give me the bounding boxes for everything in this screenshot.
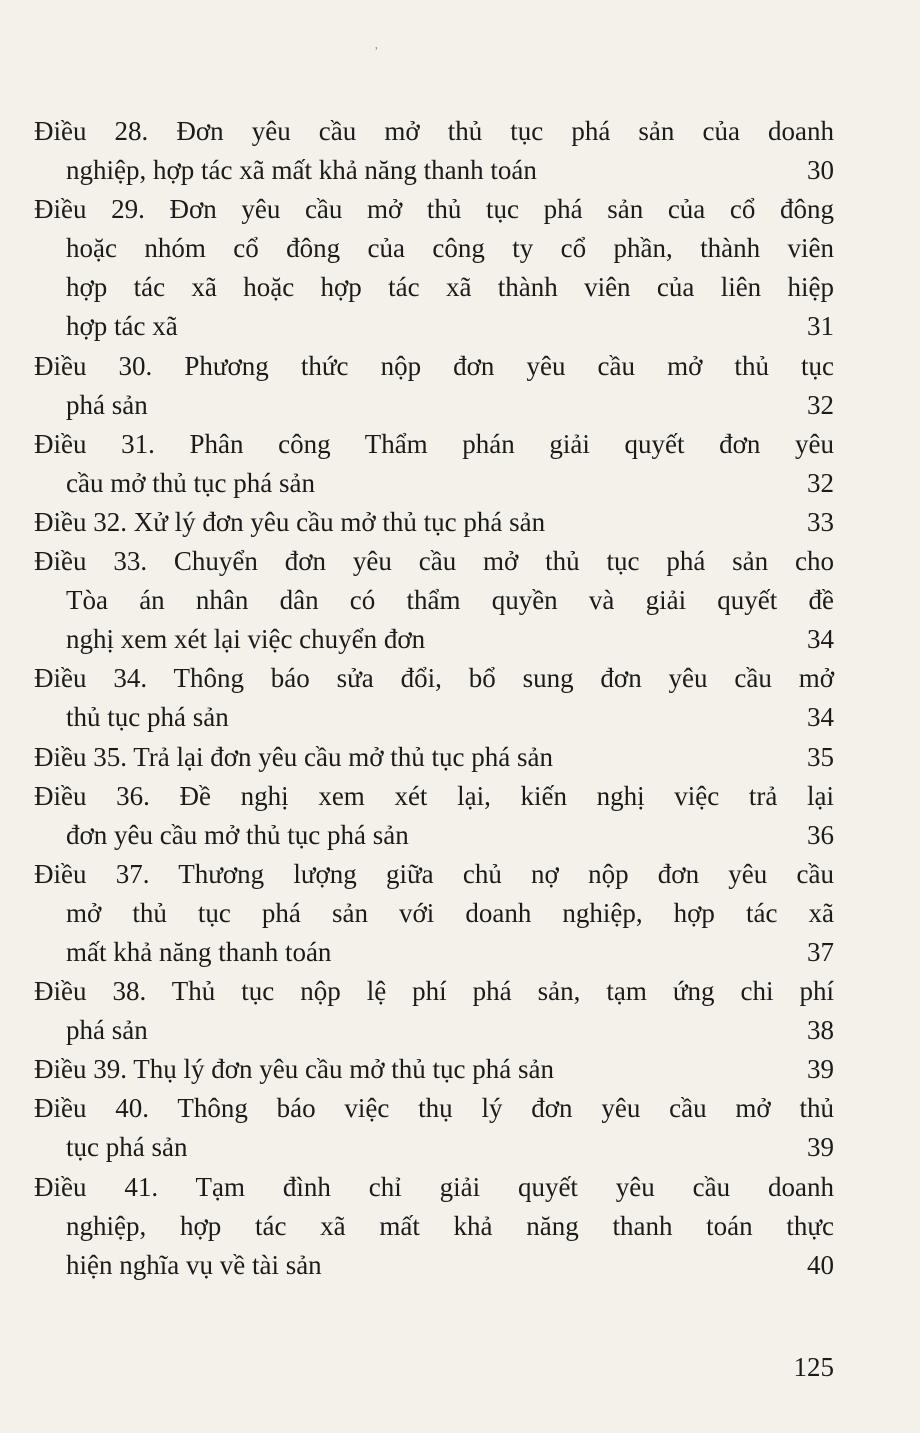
toc-entry-text: Điều 38. Thủ tục nộp lệ phí phá sản, tạm ứng chi phí <box>34 976 834 1007</box>
toc-entry <box>34 1050 834 1089</box>
toc-entry-text: cầu mở thủ tục phá sản <box>66 467 315 498</box>
toc-entry-continuation-line <box>34 464 834 503</box>
toc-entry-continuation-line <box>34 229 834 268</box>
toc-entry-title-line <box>34 503 834 542</box>
toc-entry-continuation-line <box>34 1207 834 1246</box>
toc-entry-title-line <box>34 659 834 698</box>
toc-entry <box>34 425 834 503</box>
toc-entry-title-line <box>34 425 834 464</box>
toc-entry-continuation-line <box>34 1128 834 1167</box>
toc-entry-continuation-line <box>34 268 834 307</box>
toc-entry-text: đơn yêu cầu mở thủ tục phá sản <box>66 819 409 850</box>
toc-entry <box>34 972 834 1050</box>
toc-entry-continuation-line <box>34 816 834 855</box>
toc-entry-page-number: 37 <box>807 936 834 967</box>
toc-entry-page-number: 39 <box>807 1132 834 1163</box>
toc-entry-page-number: 39 <box>807 1054 834 1085</box>
toc-entry <box>34 112 834 190</box>
toc-entry-text: Điều 35. Trả lại đơn yêu cầu mở thủ tục phá sản <box>34 741 553 772</box>
toc-entry-title-line <box>34 855 834 894</box>
toc-entry-continuation-line <box>34 386 834 425</box>
toc-entry-text: mất khả năng thanh toán <box>66 936 332 967</box>
toc-entry-page-number: 35 <box>807 741 834 772</box>
toc-entry-continuation-line <box>34 933 834 972</box>
toc-entry-title-line <box>34 190 834 229</box>
toc-entry <box>34 738 834 777</box>
toc-entry-text: Điều 29. Đơn yêu cầu mở thủ tục phá sản của cổ đông <box>34 194 834 225</box>
toc-entry <box>34 1089 834 1167</box>
toc-entry-text: hợp tác xã <box>66 311 178 342</box>
stray-mark: ʾ <box>374 46 379 61</box>
toc-entry <box>34 347 834 425</box>
toc-entry-text: phá sản <box>66 389 148 420</box>
toc-entry-text: hợp tác xã hoặc hợp tác xã thành viên của liên hiệp <box>66 272 834 303</box>
toc-entry-text: phá sản <box>66 1015 148 1046</box>
page-number: 125 <box>793 1352 834 1382</box>
toc-entry-continuation-line <box>34 151 834 190</box>
toc-entry-title-line <box>34 777 834 816</box>
toc-entry-title-line <box>34 1089 834 1128</box>
toc-entry-text: nghị xem xét lại việc chuyển đơn <box>66 624 426 655</box>
toc-entry-page-number: 32 <box>807 467 834 498</box>
toc-entry-text: hiện nghĩa vụ về tài sản <box>66 1249 322 1280</box>
toc-entry-page-number: 31 <box>807 311 834 342</box>
toc-entry-page-number: 40 <box>807 1249 834 1280</box>
toc-entry-text: mở thủ tục phá sản với doanh nghiệp, hợp tác xã <box>66 897 834 928</box>
toc-entry-text: Điều 39. Thụ lý đơn yêu cầu mở thủ tục phá sản <box>34 1054 554 1085</box>
toc-entry-page-number: 34 <box>807 702 834 733</box>
toc-entry <box>34 542 834 659</box>
toc-entry-title-line <box>34 347 834 386</box>
toc-entry-text: Điều 37. Thương lượng giữa chủ nợ nộp đơn yêu cầu <box>34 858 834 889</box>
toc-entry-continuation-line <box>34 698 834 737</box>
toc-entry-continuation-line <box>34 1011 834 1050</box>
toc-entry-continuation-line <box>34 307 834 346</box>
toc-entry-page-number: 34 <box>807 624 834 655</box>
toc-entry-page-number: 30 <box>807 155 834 186</box>
toc-entry-text: Điều 28. Đơn yêu cầu mở thủ tục phá sản của doanh <box>34 116 834 146</box>
toc-entry <box>34 777 834 855</box>
toc-entry-text: Điều 31. Phân công Thẩm phán giải quyết đơn yêu <box>34 428 834 459</box>
toc-entry-continuation-line <box>34 894 834 933</box>
toc-entry-text: Điều 34. Thông báo sửa đổi, bổ sung đơn yêu cầu mở <box>34 663 834 694</box>
toc-entry-text: Điều 36. Đề nghị xem xét lại, kiến nghị việc trả lại <box>34 780 834 811</box>
toc-entry-continuation-line <box>34 581 834 620</box>
toc-entry-text: hoặc nhóm cổ đông của công ty cổ phần, thành viên <box>66 233 834 264</box>
toc-entry-text: Điều 40. Thông báo việc thụ lý đơn yêu cầu mở thủ <box>34 1093 834 1124</box>
toc-entry-continuation-line <box>34 1246 834 1285</box>
toc-entry <box>34 1168 834 1285</box>
toc-entry-text: Tòa án nhân dân có thẩm quyền và giải quyết đề <box>66 585 834 616</box>
toc-entry-text: Điều 30. Phương thức nộp đơn yêu cầu mở thủ tục <box>34 350 834 381</box>
toc-entry-title-line <box>34 1168 834 1207</box>
toc-entry-text: nghiệp, hợp tác xã mất khả năng thanh toán thực <box>66 1210 834 1241</box>
toc-entry <box>34 855 834 972</box>
toc-entry-title-line <box>34 542 834 581</box>
toc-entry-title-line <box>34 972 834 1011</box>
toc-entry-text: Điều 33. Chuyển đơn yêu cầu mở thủ tục phá sản cho <box>34 546 834 577</box>
toc-entry-page-number: 36 <box>807 819 834 850</box>
toc-entry-page-number: 33 <box>807 506 834 537</box>
toc-entry-title-line <box>34 738 834 777</box>
toc-entry <box>34 503 834 542</box>
toc-entry-page-number: 38 <box>807 1015 834 1046</box>
toc-entry-title-line <box>34 1050 834 1089</box>
toc-entry-page-number: 32 <box>807 389 834 420</box>
toc-entry-text: nghiệp, hợp tác xã mất khả năng thanh toán <box>66 155 537 186</box>
toc-entry-text: Điều 32. Xử lý đơn yêu cầu mở thủ tục phá sản <box>34 506 546 537</box>
toc-entry-title-line <box>34 112 834 151</box>
toc-entry <box>34 190 834 346</box>
table-of-contents <box>34 112 834 1285</box>
toc-entry-text: Điều 41. Tạm đình chỉ giải quyết yêu cầu doanh <box>34 1171 834 1202</box>
toc-entry <box>34 659 834 737</box>
toc-entry-text: tục phá sản <box>66 1132 188 1163</box>
toc-entry-continuation-line <box>34 620 834 659</box>
toc-entry-text: thủ tục phá sản <box>66 702 229 733</box>
